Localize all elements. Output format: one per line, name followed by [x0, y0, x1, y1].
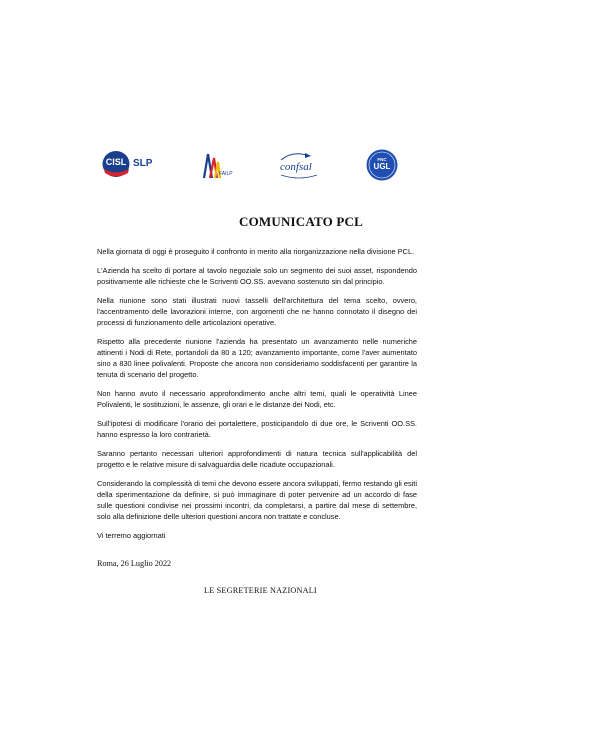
closing-line: Vi terremo aggiornati — [97, 531, 166, 540]
failp-logo — [198, 148, 246, 188]
failp-text: FAILP — [219, 171, 233, 177]
ugl-text: UGL — [373, 162, 391, 171]
logos-row — [0, 148, 602, 188]
slp-text: SLP — [133, 158, 153, 169]
paragraph: Sull'ipotesi di modificare l'orario dei portalettere, posticipandolo di due ore, le Scriventi OO.SS. hanno espresso la loro contrarietà. — [97, 419, 417, 439]
confsal-logo — [275, 148, 323, 186]
document-date: Roma, 26 Luglio 2022 — [97, 559, 172, 568]
ugl-logo — [366, 148, 398, 182]
document-body — [97, 246, 417, 549]
paragraph: Saranno pertanto necessari ulteriori approfondimenti di natura tecnica sull'applicabilità del progetto e le relative misure di salvaguardia delle ricadute occupazionali. — [97, 449, 417, 469]
cisl-text: CISL — [105, 157, 127, 167]
confsal-text: confsal — [280, 161, 312, 173]
paragraph: Rispetto alla precedente riunione l'azienda ha presentato un avanzamento nelle numeriche attinenti i Nodi di Rete, portandoli da 80 a 120; avanzamento importante, come l'aver aumentato sino a 830 linee polivalenti. Proposte che ancora non consideriamo soddisfacenti per garantire la tenuta di scenario del progetto. — [97, 337, 417, 379]
document-title: COMUNICATO PCL — [238, 214, 363, 229]
paragraph: Nella giornata di oggi è proseguito il confronto in merito alla riorganizzazione nella divisione PCL. — [97, 247, 415, 256]
paragraph: Considerando la complessità di temi che devono essere ancora sviluppati, fermo restando gli esiti della sperimentazione da definire, si può immaginare di poter pervenire ad un accordo di fase sulle questioni condivise nei prossimi incontri, da completarsi, a partire dal mese di settembre, solo alla definizione delle ulteriori questioni ancora non trattate e concluse. — [97, 479, 417, 521]
paragraph: Nella riunione sono stati illustrati nuovi tasselli dell'architettura del tema scelto, ovvero, l'accentramento delle lavorazioni interne, con argomenti che ne hanno connotato il disegno dei processi di funzionamento delle articolazioni operative. — [97, 296, 417, 327]
paragraph: Non hanno avuto il necessario approfondimento anche altri temi, quali le operatività Linee Polivalenti, le sostituzioni, le assenze, gli orari e le distanze dei Nodi, etc. — [97, 389, 417, 409]
paragraph: L'Azienda ha scelto di portare al tavolo negoziale solo un segmento dei suoi asset, rispondendo positivamente alle richieste che le Scriventi OO.SS. avevano sostenuto sin dal principio. — [97, 266, 417, 286]
ugl-top-text: FNC — [377, 157, 387, 162]
document-signature: LE SEGRETERIE NAZIONALI — [204, 586, 317, 595]
cisl-slp-logo — [102, 150, 162, 178]
